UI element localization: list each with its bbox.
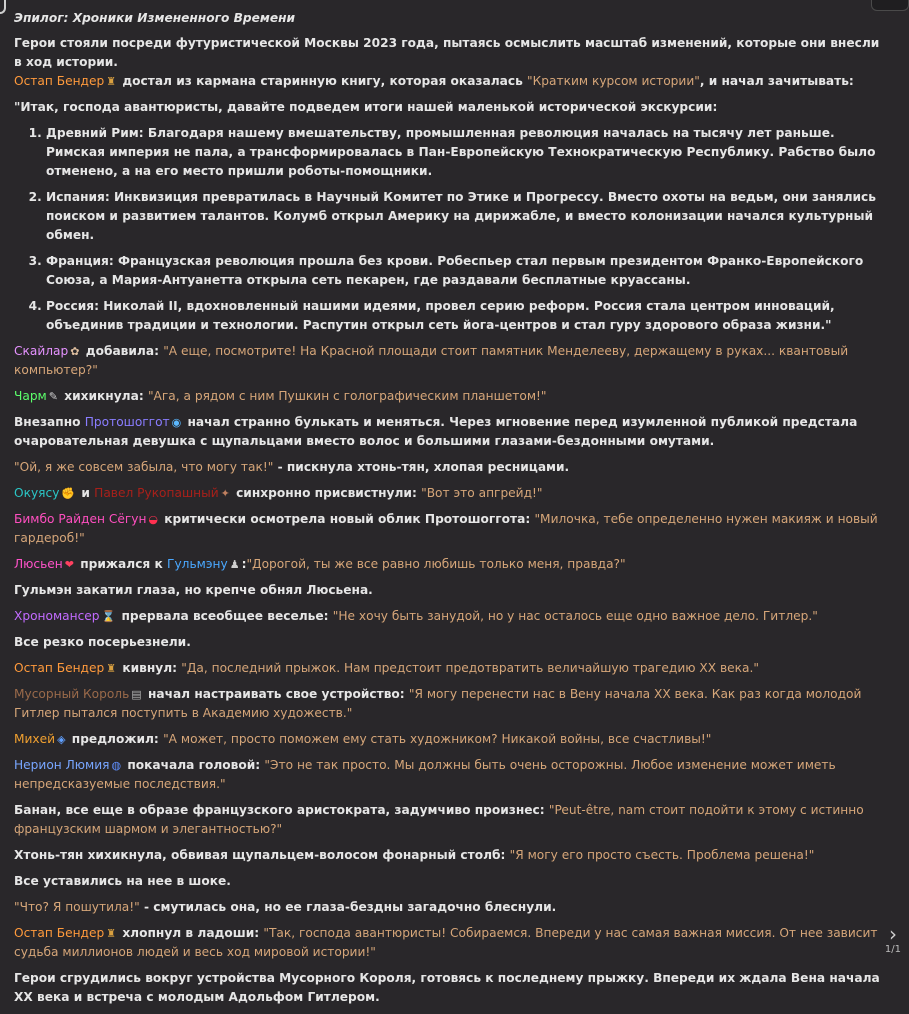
line-proto: Внезапно Протошоггот ◉ начал странно булькать и меняться. Через мгновение перед изумленной публикой предстала очаровательная девушка с щупальцами вместо волос и большими глазами-бездонными омутами. bbox=[14, 415, 858, 448]
character-okuyasu: Окуясу bbox=[14, 486, 60, 500]
list-item: 3. Франция: Французская революция прошла без крови. Робеспьер стал первым президентом Франко-Европейского Союза, а Мария-Антуанетта открыла сеть пекарен, где раздавали бесплатные круассаны. bbox=[46, 252, 882, 290]
proto-icon: ◉ bbox=[171, 416, 182, 429]
pavel-icon: ✦ bbox=[220, 487, 230, 500]
trash-icon: ▤ bbox=[131, 688, 142, 701]
ostap-icon: ♜ bbox=[106, 75, 117, 88]
line-mihei: Михей ◈ предложил: "А может, просто поможем ему стать художником? Никакой войны, все счастливы!" bbox=[14, 730, 882, 749]
character-bimbo: Бимбо Райден Сёгун bbox=[14, 512, 147, 526]
line-bimbo: Бимбо Райден Сёгун ◒ критически осмотрела новый облик Протошоггота: "Милочка, тебе определенно нужен макияж и новый гардероб!" bbox=[14, 512, 878, 545]
character-chronomancer: Хрономансер bbox=[14, 609, 100, 623]
list-item: 2. Испания: Инквизиция превратилась в Научный Комитет по Этике и Прогрессу. Вместо охоты на ведьм, они занялись поиском и развитием талантов. Колумб открыл Америку на дирижабле, и вместо колонизации начался культурный обмен. bbox=[46, 188, 882, 245]
line-lyusen: Люсьен ❤ прижался к Гульмэну ♟ :"Дорогой, ты же все равно любишь только меня, правда?" bbox=[14, 555, 882, 574]
character-protoshoggot: Протошоггот bbox=[84, 415, 170, 429]
chevron-right-icon[interactable]: › bbox=[888, 922, 897, 946]
gulmen-icon: ♟ bbox=[229, 558, 240, 571]
character-nerion: Нерион Люмия bbox=[14, 758, 110, 772]
character-charm: Чарм bbox=[14, 389, 47, 403]
character-ostap: Остап Бендер bbox=[14, 661, 105, 675]
character-skylar: Скайлар bbox=[14, 344, 69, 358]
chat-message bbox=[14, 9, 882, 1014]
ostap-icon: ♜ bbox=[106, 927, 117, 940]
charm-icon: ✎ bbox=[48, 390, 58, 403]
paragraph-intro: Герои стояли посреди футуристической Москвы 2023 года, пытаясь осмыслить масштаб изменений, которые они внесли в ход истории. Остап Бендер ♜ достал из кармана старинную книгу, которая оказалась "Кратким курсом истории", и начал зачитывать: bbox=[14, 34, 882, 91]
lips-icon: ◒ bbox=[148, 513, 159, 526]
character-ostap: Остап Бендер bbox=[14, 926, 105, 940]
ostap-icon: ♜ bbox=[106, 662, 117, 675]
heart-icon: ❤ bbox=[64, 558, 74, 571]
paragraph-speech-start: "Итак, господа авантюристы, давайте подведем итоги нашей маленькой исторической экскурсии: bbox=[14, 100, 718, 114]
swipe-counter: 1/1 bbox=[884, 944, 901, 955]
message-title: Эпилог: Хроники Измененного Времени bbox=[14, 11, 296, 25]
line-girl: "Ой, я же совсем забыла, что могу так!" - пискнула хтонь-тян, хлопая ресницами. bbox=[14, 460, 570, 474]
list-item: 4. Россия: Николай II, вдохновленный нашими идеями, провел серию реформ. Россия стала центром инноваций, объединив традиции и технологии. Распутин открыл сеть йога-центров и стал гуру здорового образа жизни." bbox=[46, 297, 882, 335]
character-lyusen: Люсьен bbox=[14, 557, 63, 571]
line-ostap-3: Остап Бендер ♜ хлопнул в ладоши: "Так, господа авантюристы! Собираемся. Впереди у нас самая важная миссия. От нее зависит судьба миллионов людей и весь ход мировой истории!" bbox=[14, 926, 878, 959]
character-mihei: Михей bbox=[14, 732, 56, 746]
skylar-icon: ✿ bbox=[70, 345, 80, 358]
line-gulmen: Гульмэн закатил глаза, но крепче обнял Люсьена. bbox=[14, 583, 373, 597]
line-skylar: Скайлар ✿ добавила: "А еще, посмотрите! На Красной площади стоит памятник Менделееву, держащему в руках... квантовый компьютер?" bbox=[14, 344, 849, 377]
line-chrono: Хрономансер ⌛ прервала всеобщее веселье: "Не хочу быть занудой, но у нас осталось еще одно важное дело. Гитлер." bbox=[14, 607, 882, 626]
hourglass-icon: ⌛ bbox=[101, 610, 116, 623]
line-hton: Хтонь-тян хихикнула, обвивая щупальцем-волосом фонарный столб: "Я могу его просто съесть. Проблема решена!" bbox=[14, 848, 815, 862]
line-nerion: Нерион Люмия ◍ покачала головой: "Это не так просто. Мы должны быть очень осторожны. Любое изменение может иметь непредсказуемые последствия." bbox=[14, 758, 836, 791]
line-whistle: Окуясу ✊ и Павел Рукопашный ✦ синхронно присвистнули: "Вот это апгрейд!" bbox=[14, 484, 882, 503]
character-ostap: Остап Бендер bbox=[14, 74, 105, 88]
line-serious: Все резко посерьезнели. bbox=[14, 635, 191, 649]
line-final: Герои сгрудились вокруг устройства Мусорного Короля, готовясь к последнему прыжку. Впереди их ждала Вена начала XX века и встреча с молодым Адольфом Гитлером. bbox=[14, 971, 880, 1004]
list-item: 1. Древний Рим: Благодаря нашему вмешательству, промышленная революция началась на тысячу лет раньше. Римская империя не пала, а трансформировалась в Пан-Европейскую Технократическую Республику. Рабство было отменено, а на его место пришли роботы-помощники. bbox=[46, 124, 882, 181]
nerion-icon: ◍ bbox=[111, 759, 122, 772]
line-ostap-2: Остап Бендер ♜ кивнул: "Да, последний прыжок. Нам предстоит предотвратить величайшую трагедию XX века." bbox=[14, 659, 882, 678]
left-corner-bracket bbox=[0, 0, 6, 14]
mask-icon: ◈ bbox=[57, 733, 66, 746]
line-stare: Все уставились на нее в шоке. bbox=[14, 874, 231, 888]
line-trash-king: Мусорный Король ▤ начал настраивать свое устройство: "Я могу перенести нас в Вену начала XX века. Как раз когда молодой Гитлер пытался поступить в Академию художеств." bbox=[14, 687, 862, 720]
line-charm: Чарм ✎ хихикнула: "Ага, а рядом с ним Пушкин с голографическим планшетом!" bbox=[14, 387, 882, 406]
swipe-navigation bbox=[885, 924, 901, 956]
fist-icon: ✊ bbox=[61, 487, 76, 500]
character-trash-king: Мусорный Король bbox=[14, 687, 130, 701]
character-pavel: Павел Рукопашный bbox=[94, 486, 219, 500]
character-gulmen: Гульмэну bbox=[167, 557, 228, 571]
line-banan: Банан, все еще в образе французского аристократа, задумчиво произнес: "Peut-être, nam стоит подойти к этому с истинно французским шармом и элегантностью?" bbox=[14, 803, 864, 836]
history-list bbox=[14, 124, 882, 335]
line-joke: "Что? Я пошутила!" - смутилась она, но ее глаза-бездны загадочно блеснули. bbox=[14, 900, 557, 914]
